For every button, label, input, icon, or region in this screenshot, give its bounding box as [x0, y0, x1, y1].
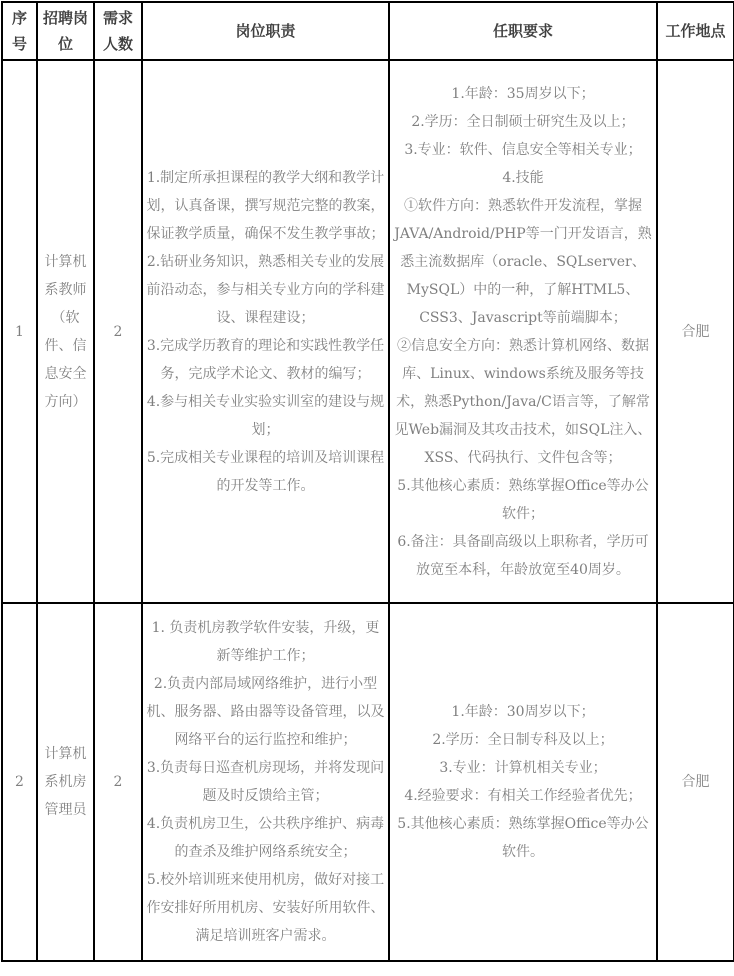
duty-item: 3.完成学历教育的理论和实践性教学任务，完成学术论文、教材的编写；: [146, 337, 385, 382]
requirement-item: 3.专业：软件、信息安全等相关专业；: [404, 141, 642, 158]
cell-location: 合肥: [657, 60, 734, 603]
cell-position: 计算机系教师（软件、信息安全方向）: [37, 60, 94, 603]
requirement-item: 4.经验要求：有相关工作经验者优先；: [404, 788, 642, 804]
column-header-seq: 序号: [2, 2, 37, 60]
cell-requirements: [389, 603, 657, 961]
requirement-item: 2.学历：全日制硕士研究生及以上；: [411, 113, 635, 130]
requirement-item: 5.其他核心素质：熟练掌握Office等办公软件；: [397, 477, 649, 522]
cell-headcount: 2: [94, 60, 142, 603]
recruitment-table: [1, 1, 734, 962]
requirement-item: 1.年龄：30周岁以下；: [451, 704, 595, 720]
column-header-duties: 岗位职责: [142, 2, 389, 60]
table-row: [2, 603, 734, 961]
duty-item: 2.钻研业务知识，熟悉相关专业的发展前沿动态，参与相关专业方向的学科建设、课程建设；: [146, 253, 385, 326]
duty-item: 5.校外培训班来使用机房，做好对接工作安排好所用机房、安装好所用软件、满足培训班客户需求。: [146, 872, 385, 944]
cell-seq-number: 2: [2, 603, 37, 961]
cell-seq-number: 1: [2, 60, 37, 603]
requirement-item: 2.学历：全日制专科及以上；: [432, 732, 614, 748]
requirement-item: 4.技能: [502, 169, 544, 186]
column-header-requirements: 任职要求: [389, 2, 657, 60]
duty-item: 5.完成相关专业课程的培训及培训课程的开发等工作。: [146, 449, 385, 494]
cell-position: 计算机系机房管理员: [37, 603, 94, 961]
duty-item: 1. 负责机房教学软件安装，升级，更新等维护工作；: [151, 620, 380, 664]
table-row: [2, 60, 734, 603]
duty-item: 2.负责内部局域网络维护，进行小型机、服务器、路由器等设备管理，以及网络平台的运行监控和维护；: [146, 676, 385, 748]
duty-item: 1.制定所承担课程的教学大纲和教学计划，认真备课，撰写规范完整的教案，保证教学质量，确保不发生教学事故；: [146, 169, 385, 242]
cell-duties: [142, 60, 389, 603]
cell-location: 合肥: [657, 603, 734, 961]
duty-item: 3.负责每日巡查机房现场，并将发现问题及时反馈给主管；: [146, 760, 385, 804]
requirement-item: ②信息安全方向：熟悉计算机网络、数据库、Linux、windows系统及服务等技术，熟悉Python/Java/C语言等，了解常见Web漏洞及其攻击技术，如SQL注入、XSS、代码执行、文件包含等；: [394, 337, 652, 466]
table-header-row: [2, 2, 734, 60]
column-header-position: 招聘岗位: [37, 2, 94, 60]
requirement-item: 1.年龄：35周岁以下；: [451, 85, 595, 102]
cell-headcount: 2: [94, 603, 142, 961]
requirement-item: 5.其他核心素质：熟练掌握Office等办公软件。: [397, 816, 649, 860]
requirement-item: 3.专业：计算机相关专业；: [439, 760, 607, 776]
duty-item: 4.参与相关专业实验实训室的建设与规划；: [146, 393, 385, 438]
requirement-item: ①软件方向：熟悉软件开发流程，掌握JAVA/Android/PHP等一门开发语言，熟悉主流数据库（oracle、SQLserver、MySQL）中的一种，了解HTML5、CSS3、Javascript等前端脚本；: [394, 197, 652, 326]
requirement-item: 6.备注：具备副高级以上职称者，学历可放宽至本科，年龄放宽至40周岁。: [397, 533, 649, 578]
cell-duties: [142, 603, 389, 961]
column-header-location: 工作地点: [657, 2, 734, 60]
cell-requirements: [389, 60, 657, 603]
column-header-headcount: 需求人数: [94, 2, 142, 60]
duty-item: 4.负责机房卫生，公共秩序维护、病毒的查杀及维护网络系统安全；: [146, 816, 385, 860]
